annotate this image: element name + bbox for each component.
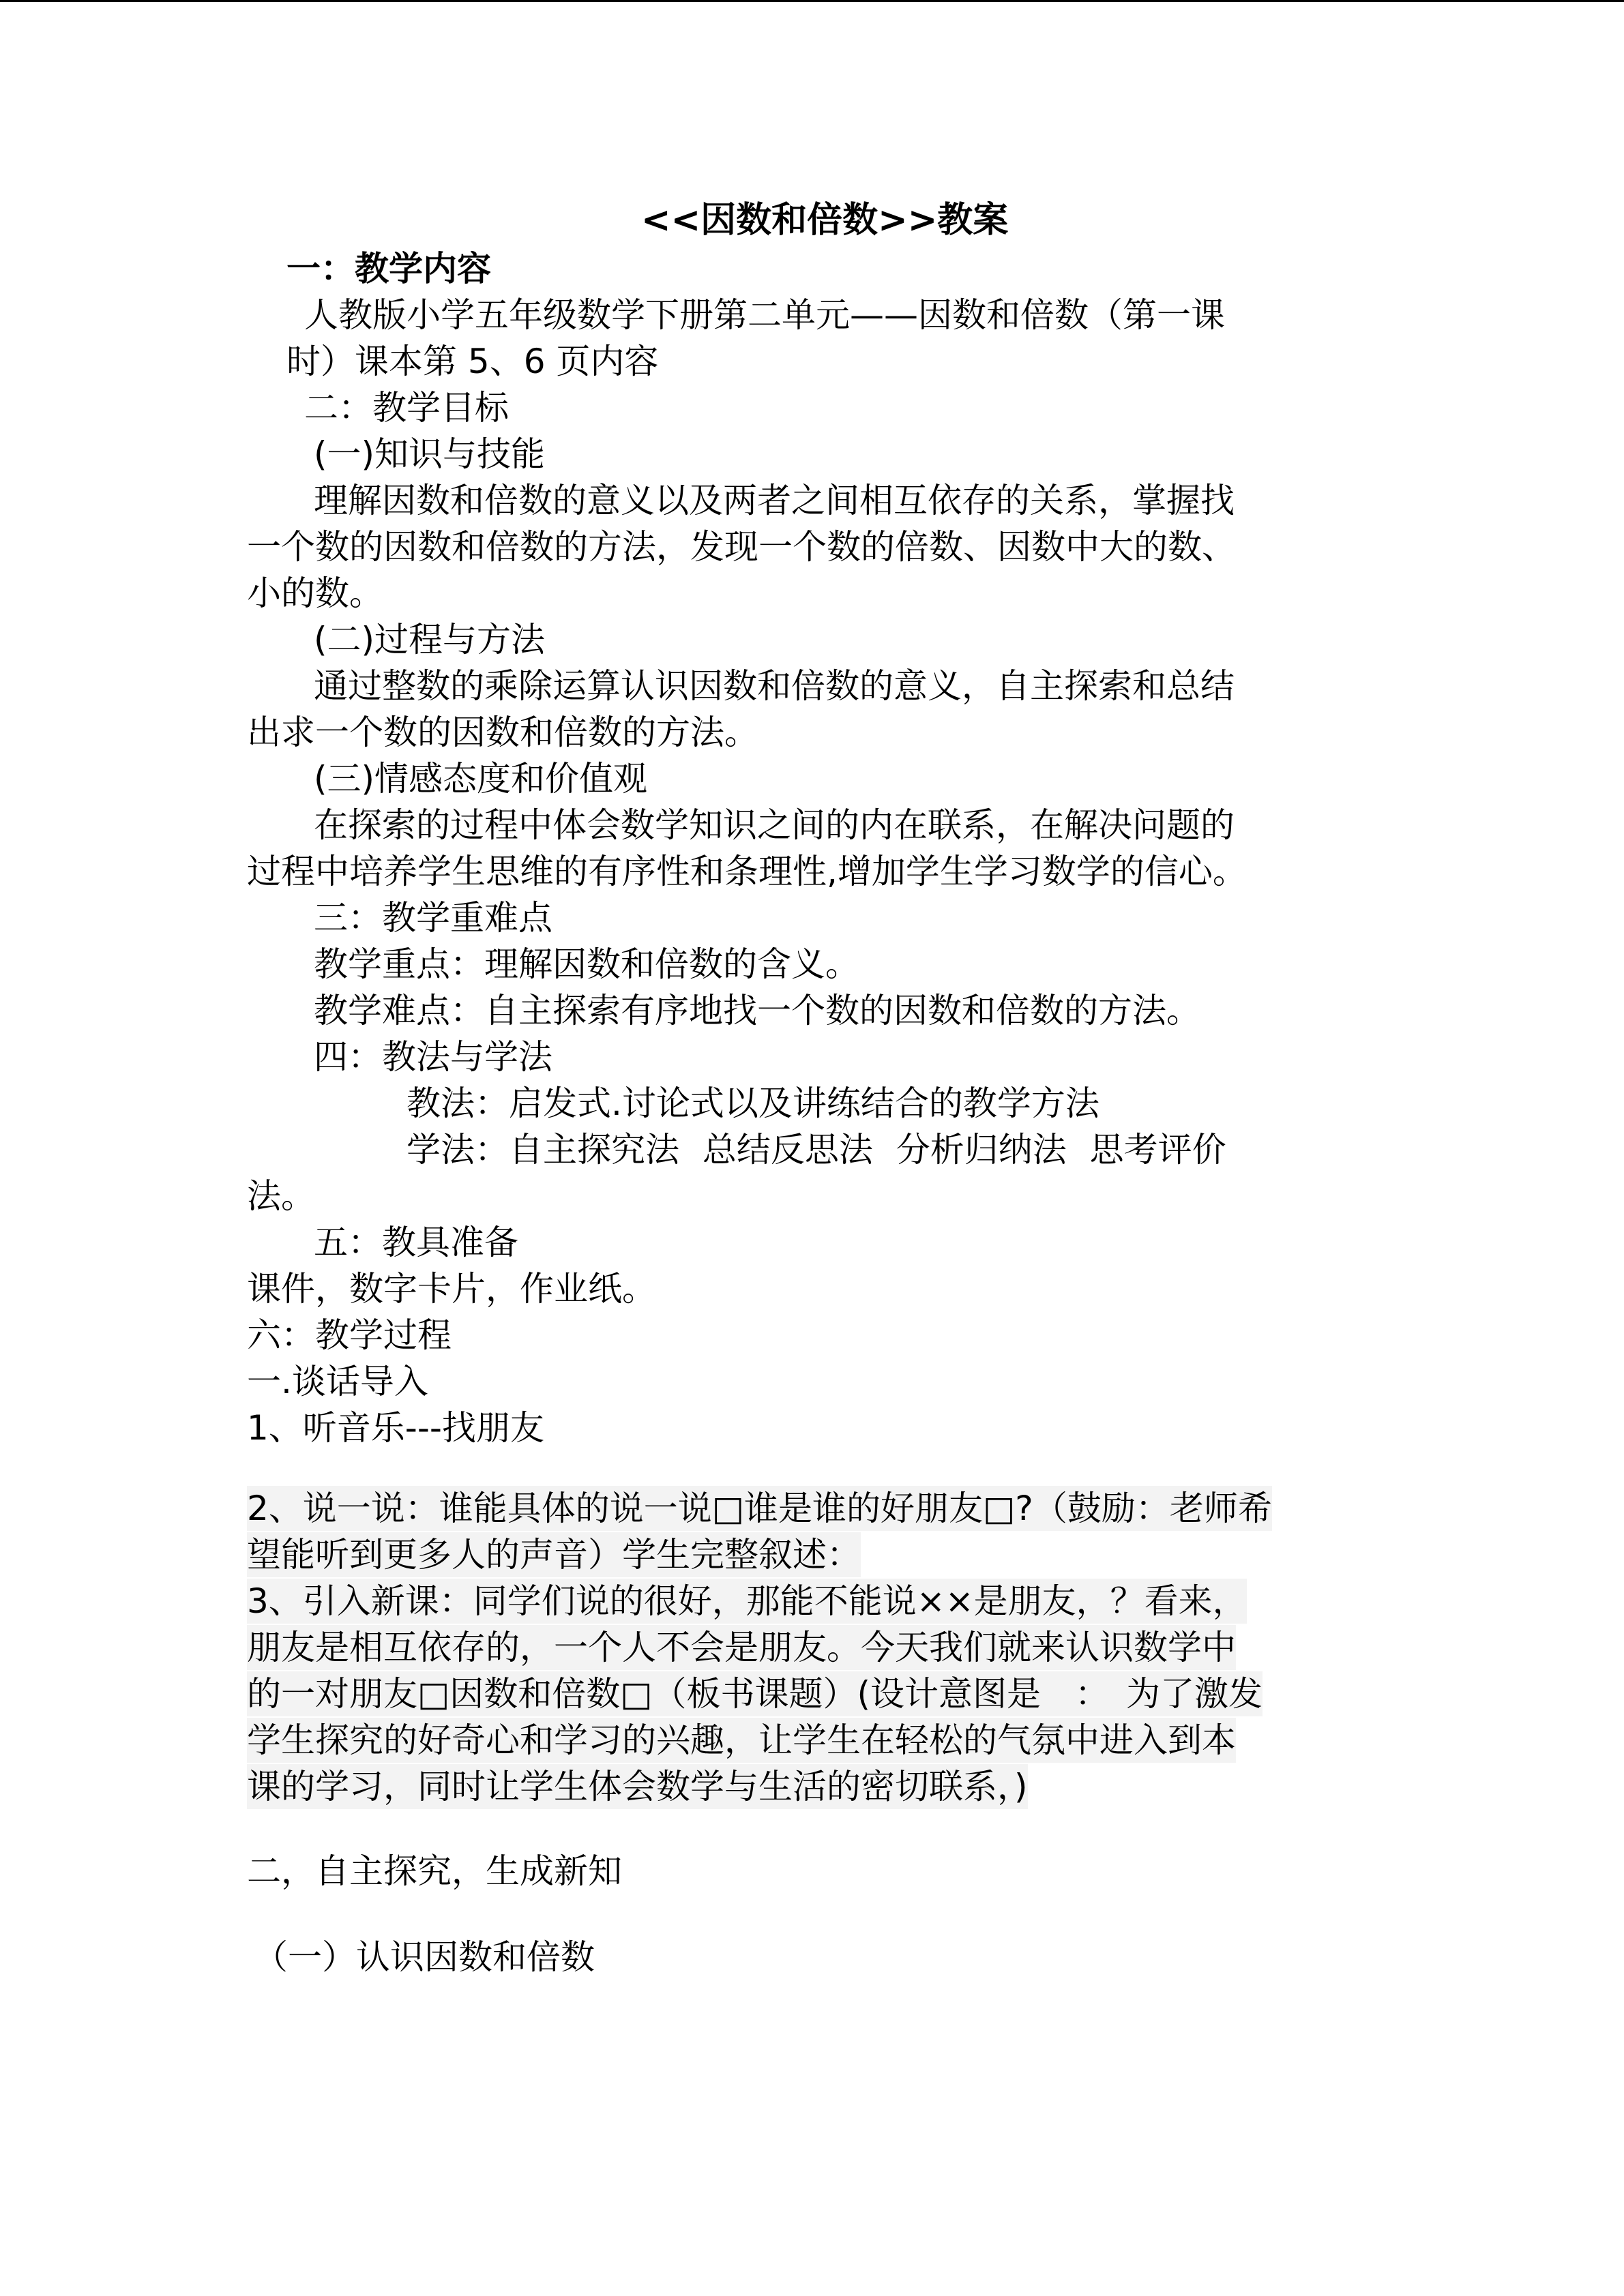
- section-heading-objectives: 二：教学目标: [304, 388, 509, 428]
- subheading-attitude: (三)情感态度和价值观: [314, 759, 648, 799]
- paragraph-line: 教学重点：理解因数和倍数的含义。: [314, 944, 859, 984]
- subheading-factors-multiples: （一）认识因数和倍数: [254, 1937, 595, 1977]
- paragraph-line: 时）课本第 5、6 页内容: [286, 342, 659, 381]
- paragraph-line: 在探索的过程中体会数学知识之间的内在联系，在解决问题的: [314, 805, 1235, 845]
- paragraph-line: 通过整数的乘除运算认识因数和倍数的意义，自主探索和总结: [314, 666, 1235, 706]
- subheading-intro: 一.谈话导入: [247, 1362, 428, 1401]
- paragraph-line: 出求一个数的因数和倍数的方法。: [247, 713, 758, 752]
- section-heading-content: 一：教学内容: [286, 249, 491, 288]
- list-item: 课的学习，同时让学生体会数学与生活的密切联系，): [247, 1764, 1028, 1809]
- section-heading-materials: 五：教具准备: [314, 1223, 518, 1262]
- paragraph-line: 过程中培养学生思维的有序性和条理性,增加学生学习数学的信心。: [247, 852, 1247, 891]
- paragraph-line: 一个数的因数和倍数的方法，发现一个数的倍数、因数中大的数、: [247, 527, 1236, 567]
- section-heading-process: 六：教学过程: [247, 1315, 452, 1355]
- paragraph-line: 课件，数字卡片，作业纸。: [247, 1269, 656, 1309]
- document-title: <<因数和倍数>>教案: [641, 200, 1009, 241]
- paragraph-line: 教学难点：自主探索有序地找一个数的因数和倍数的方法。: [314, 991, 1200, 1030]
- list-item: 1、听音乐---找朋友: [247, 1408, 544, 1448]
- paragraph-line: 学法：自主探究法 总结反思法 分析归纳法 思考评价: [407, 1130, 1226, 1169]
- paragraph-line: 法。: [247, 1176, 315, 1216]
- list-item: 朋友是相互依存的，一个人不会是朋友。今天我们就来认识数学中: [247, 1625, 1236, 1670]
- paragraph-line: 小的数。: [247, 573, 383, 613]
- subheading-process: (二)过程与方法: [314, 620, 546, 659]
- list-item: 3、引入新课：同学们说的很好，那能不能说××是朋友，？看来，: [247, 1579, 1247, 1624]
- section-heading-key-points: 三：教学重难点: [314, 898, 552, 938]
- subheading-explore: 二，自主探究，生成新知: [247, 1851, 622, 1891]
- paragraph-line: 理解因数和倍数的意义以及两者之间相互依存的关系，掌握找: [314, 481, 1235, 520]
- list-item: 望能听到更多人的声音）学生完整叙述：: [247, 1532, 861, 1577]
- subheading-knowledge: (一)知识与技能: [314, 434, 546, 474]
- section-heading-methods: 四：教法与学法: [314, 1037, 552, 1077]
- paragraph-line: 人教版小学五年级数学下册第二单元——因数和倍数（第一课: [304, 295, 1225, 335]
- list-item: 学生探究的好奇心和学习的兴趣，让学生在轻松的气氛中进入到本: [247, 1718, 1236, 1763]
- paragraph-line: 教法：启发式.讨论式以及讲练结合的教学方法: [407, 1084, 1099, 1123]
- list-item: 的一对朋友□因数和倍数□（板书课题）(设计意图是 ： 为了激发: [247, 1671, 1263, 1716]
- list-item: 2、说一说：谁能具体的说一说□谁是谁的好朋友□?（鼓励：老师希: [247, 1486, 1272, 1531]
